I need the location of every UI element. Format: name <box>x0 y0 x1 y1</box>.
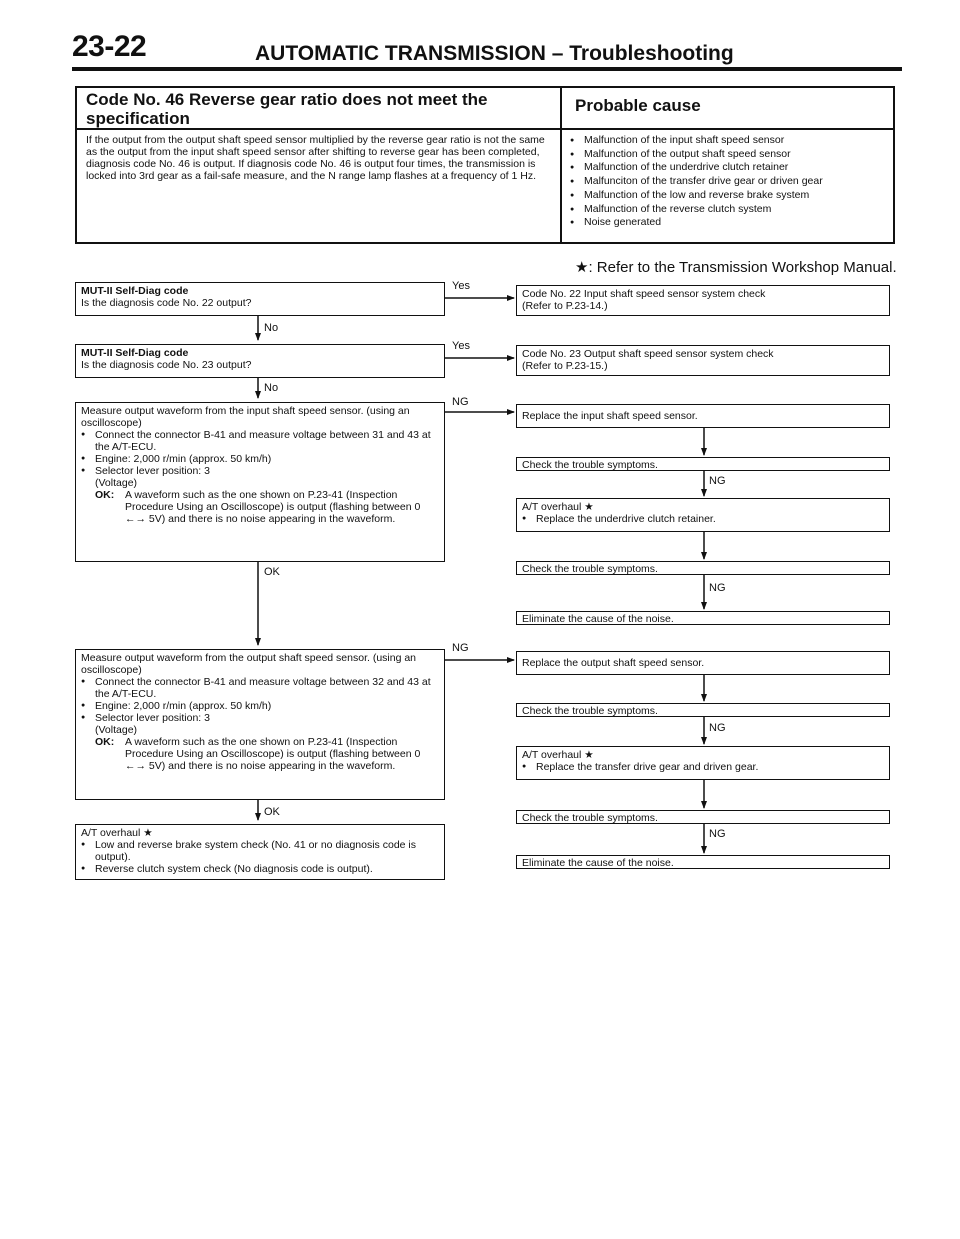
ng-label: NG <box>709 722 726 734</box>
probable-cause-heading: Probable cause <box>575 96 701 115</box>
check-symptoms-box: Check the trouble symptoms. <box>516 810 890 824</box>
ng-label: NG <box>709 475 726 487</box>
star-icon: ★ <box>143 827 153 839</box>
diag-code-23-box <box>75 344 445 378</box>
replace-input-sensor-box: Replace the input shaft speed sensor. <box>516 404 890 428</box>
replace-output-sensor-box: Replace the output shaft speed sensor. <box>516 651 890 675</box>
star-icon: ★ <box>584 749 594 761</box>
check-title: Code No. 23 Output shaft speed sensor system check <box>522 348 774 360</box>
yes-label: Yes <box>452 280 470 292</box>
measure-condition: ● Engine: 2,000 r/min (approx. 50 km/h) <box>81 453 439 465</box>
no-label: No <box>264 322 279 334</box>
ng-label: NG <box>709 828 726 840</box>
ok-label: OK <box>264 806 280 818</box>
overhaul-transfer-gear-box <box>516 746 890 780</box>
diag-title: MUT-II Self-Diag code <box>81 285 189 297</box>
eliminate-noise-box: Eliminate the cause of the noise. <box>516 611 890 625</box>
measure-condition: ● Connect the connector B-41 and measure voltage between 31 and 43 at the A/T-ECU. <box>81 429 439 453</box>
overhaul-checks <box>81 839 439 875</box>
measure-condition: ● Selector lever position: 3 <box>81 712 439 724</box>
code-title: Code No. 46 Reverse gear ratio does not meet the specification <box>86 90 488 128</box>
measure-intro: Measure output waveform from the input shaft speed sensor. (using an oscilloscope) <box>81 405 410 429</box>
ng-label: NG <box>709 582 726 594</box>
overhaul-items <box>522 513 884 525</box>
measure-conditions <box>81 676 439 724</box>
code-23-check-box <box>516 345 890 376</box>
cause-item: ● Malfunction of the input shaft speed sensor <box>570 134 890 148</box>
check-symptoms-box: Check the trouble symptoms. <box>516 457 890 471</box>
star-icon: ★ <box>584 501 594 513</box>
ok-label: OK <box>264 566 280 578</box>
ng-label: NG <box>452 642 469 654</box>
check-title: Code No. 22 Input shaft speed sensor system check <box>522 288 766 300</box>
ng-label: NG <box>452 396 469 408</box>
cause-item: ● Malfunction of the reverse clutch system <box>570 203 890 217</box>
cause-item: ● Noise generated <box>570 216 890 230</box>
no-label: No <box>264 382 279 394</box>
overhaul-check: ● Low and reverse brake system check (No. 41 or no diagnosis code is output). <box>81 839 439 863</box>
diag-code-22-box <box>75 282 445 316</box>
note-text: : Refer to the Transmission Workshop Manual. <box>588 259 897 276</box>
ok-criteria-text: A waveform such as the one shown on P.23-41 (Inspection Procedure Using an Oscilloscope) is output (flashing between 0 ←→ 5V) and there is no noise appearing in the waveform. <box>125 736 421 772</box>
voltage-note: (Voltage) <box>95 477 138 489</box>
overhaul-title: A/T overhaul ★ <box>522 749 594 761</box>
cause-item: ● Malfunction of the output shaft speed sensor <box>570 148 890 162</box>
code-22-check-box <box>516 285 890 316</box>
page-number: 23-22 <box>72 30 147 63</box>
measure-intro: Measure output waveform from the output shaft speed sensor. (using an oscilloscope) <box>81 652 417 676</box>
code-description: If the output from the output shaft speed sensor multiplied by the reverse gear ratio is not the same as the output from the input shaft speed sensor after shifting to reverse gear has been completed, diagnosis code No. 46 is output. If diagnosis code No. 46 is output four times, the transmission is locked into 3rd gear as a fail-safe measure, and the N range lamp flashes at a frequency of 1 Hz. <box>86 134 545 182</box>
overhaul-items <box>522 761 884 773</box>
measure-condition: ● Engine: 2,000 r/min (approx. 50 km/h) <box>81 700 439 712</box>
measure-conditions <box>81 429 439 477</box>
measure-condition: ● Selector lever position: 3 <box>81 465 439 477</box>
final-overhaul-box <box>75 824 445 880</box>
cause-item: ● Malfunction of the underdrive clutch retainer <box>570 161 890 175</box>
overhaul-title: A/T overhaul ★ <box>522 501 594 513</box>
overhaul-underdrive-box <box>516 498 890 532</box>
ok-criteria: OK: A waveform such as the one shown on P.23-41 (Inspection Procedure Using an Oscilloscope) is output (flashing between 0 ←→ 5V) and there is no noise appearing in the waveform. <box>81 736 439 772</box>
check-reference: (Refer to P.23-14.) <box>522 300 608 312</box>
star-icon: ★ <box>575 259 589 276</box>
measure-condition: ● Connect the connector B-41 and measure voltage between 32 and 43 at the A/T-ECU. <box>81 676 439 700</box>
measure-input-sensor-box <box>75 402 445 562</box>
check-reference: (Refer to P.23-15.) <box>522 360 608 372</box>
diag-question: Is the diagnosis code No. 23 output? <box>81 359 252 371</box>
overhaul-title: A/T overhaul ★ <box>81 827 153 839</box>
overhaul-item: ● Replace the transfer drive gear and driven gear. <box>522 761 884 773</box>
diag-question: Is the diagnosis code No. 22 output? <box>81 297 252 309</box>
voltage-note: (Voltage) <box>95 724 138 736</box>
measure-output-sensor-box <box>75 649 445 800</box>
check-symptoms-box: Check the trouble symptoms. <box>516 703 890 717</box>
eliminate-noise-box: Eliminate the cause of the noise. <box>516 855 890 869</box>
overhaul-check: ● Reverse clutch system check (No diagnosis code is output). <box>81 863 439 875</box>
overhaul-item: ● Replace the underdrive clutch retainer. <box>522 513 884 525</box>
ok-criteria: OK: A waveform such as the one shown on P.23-41 (Inspection Procedure Using an Oscilloscope) is output (flashing between 0 ←→ 5V) and there is no noise appearing in the waveform. <box>81 489 439 525</box>
check-symptoms-box: Check the trouble symptoms. <box>516 561 890 575</box>
diag-title: MUT-II Self-Diag code <box>81 347 189 359</box>
cause-item: ● Malfunciton of the transfer drive gear or driven gear <box>570 175 890 189</box>
page-title: AUTOMATIC TRANSMISSION – Troubleshooting <box>255 42 734 65</box>
yes-label: Yes <box>452 340 470 352</box>
cause-item: ● Malfunction of the low and reverse brake system <box>570 189 890 203</box>
ok-criteria-text: A waveform such as the one shown on P.23-41 (Inspection Procedure Using an Oscilloscope) is output (flashing between 0 ←→ 5V) and there is no noise appearing in the waveform. <box>125 489 421 525</box>
